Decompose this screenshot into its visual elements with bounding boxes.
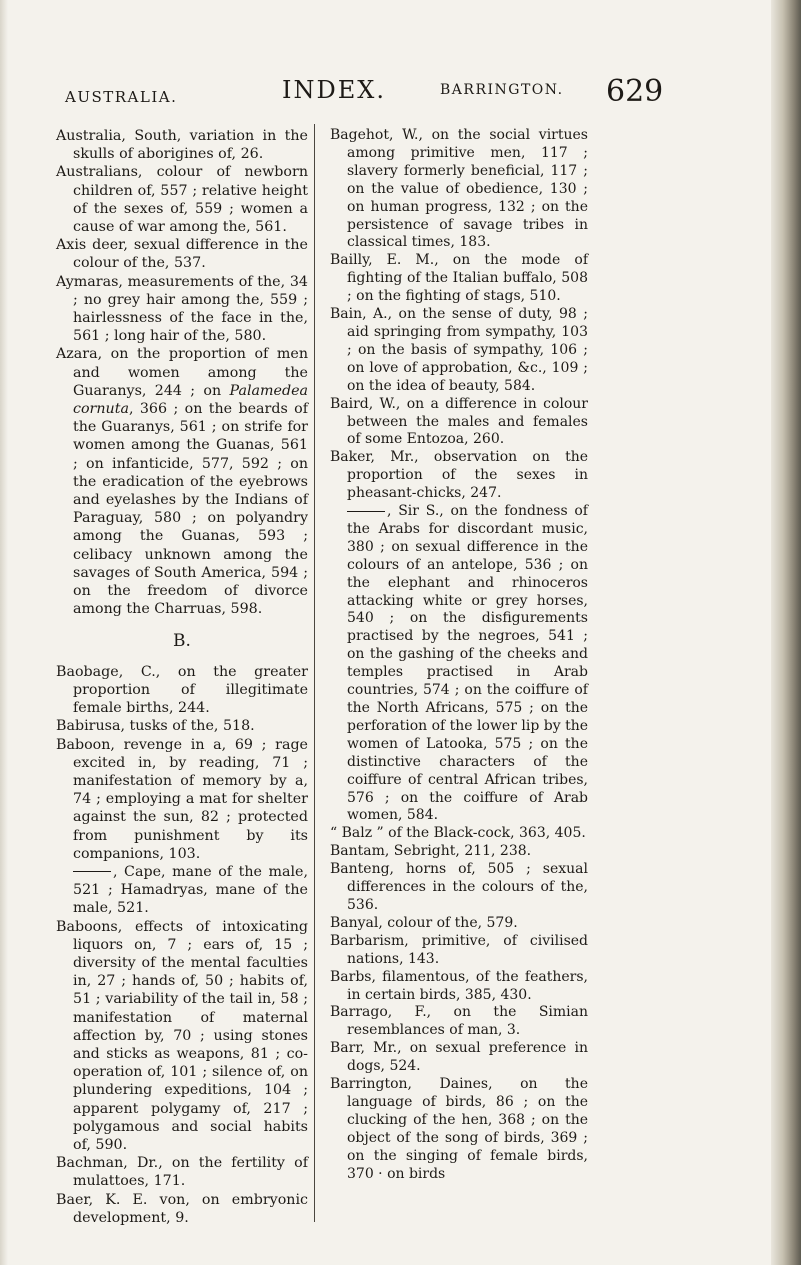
index-entry: Banteng, horns of, 505 ; sexual differences in the colours of the, 536. bbox=[330, 861, 588, 913]
left-column bbox=[56, 127, 308, 1227]
index-entry: Bantam, Sebright, 211, 238. bbox=[330, 843, 532, 860]
index-entry: Baer, K. E. von, on embryonic development, 9. bbox=[56, 1191, 308, 1226]
index-entry: Bailly, E. M., on the mode of fighting of the Italian buffalo, 508 ; on the fighting of stags, 510. bbox=[330, 252, 588, 305]
entry-text: , 366 ; on the beards of the Guaranys, 561 ; on strife for women among the Guanas, 561 ; on infanticide, 577, 592 ; on the eradication of the eyebrows and eyelashes by the Indians of Paraguay, 580 ; on polyandry among the Guanas, 593 ; celibacy unknown among the savages of South America, 594 ; on the freedom of divorce among the Charruas, 598. bbox=[73, 401, 308, 618]
entry-text: Azara, on the proportion of men and women among the Guaranys, 244 ; on bbox=[56, 346, 308, 399]
index-entry: Babirusa, tusks of the, 518. bbox=[56, 718, 255, 735]
ditto-dash bbox=[347, 511, 385, 512]
ditto-dash bbox=[73, 871, 111, 872]
index-entry: Baobage, C., on the greater proportion of illegitimate female births, 244. bbox=[56, 663, 308, 717]
header-right: BARRINGTON. bbox=[440, 82, 564, 98]
page-left-edge bbox=[0, 0, 8, 1265]
running-header bbox=[0, 74, 801, 114]
index-entry: Axis deer, sexual difference in the colour of the, 537. bbox=[56, 237, 308, 272]
index-entry: “ Balz ” of the Black-cock, 363, 405. bbox=[330, 825, 586, 842]
index-entry: Australians, colour of newborn children of, 557 ; relative height of the sexes of, 559 ; women a cause of war among the, 561. bbox=[56, 164, 308, 236]
index-entry: Barr, Mr., on sexual preference in dogs, 524. bbox=[330, 1040, 588, 1075]
page-number: 629 bbox=[606, 74, 664, 109]
header-title: INDEX. bbox=[282, 76, 386, 104]
index-entry: Barbs, filamentous, of the feathers, in certain birds, 385, 430. bbox=[330, 968, 588, 1003]
index-entry: Bachman, Dr., on the fertility of mulattoes, 171. bbox=[56, 1155, 308, 1190]
index-entry: Banyal, colour of the, 579. bbox=[330, 914, 518, 931]
index-entry: Baker, Mr., observation on the proportion of the sexes in pheasant-chicks, 247. bbox=[330, 449, 588, 502]
entry-text: , Cape, mane of the male, 521 ; Hamadryas, mane of the male, 521. bbox=[73, 863, 308, 917]
index-entry: Australia, South, variation in the skulls of aborigines of, 26. bbox=[56, 128, 308, 163]
index-entry: Baboons, effects of intoxicating liquors on, 7 ; ears of, 15 ; diversity of the mental faculties in, 27 ; hands of, 50 ; habits of, 51 ; variability of the tail in, 58 ; manifestation of maternal affection by, 70 ; using stones and sticks as weapons, 81 ; co-operation of, 101 ; silence of, on plundering expeditions, 104 ; apparent polygamy of, 217 ; polygamous and social habits of, 590. bbox=[56, 918, 308, 1153]
index-entry: Barbarism, primitive, of civilised nations, 143. bbox=[330, 932, 588, 967]
right-column bbox=[330, 127, 588, 1183]
index-entry: Bagehot, W., on the social virtues among primitive men, 117 ; slavery formerly beneficial, 117 ; on the value of obedience, 130 ; on human progress, 132 ; on the persistence of savage tribes in classical times, 183. bbox=[330, 127, 588, 251]
index-entry: Barrago, F., on the Simian resemblances of man, 3. bbox=[330, 1004, 588, 1039]
entry-text: , Sir S., on the fondness of the Arabs for discordant music, 380 ; on sexual difference in the colours of an antelope, 536 ; on the elephant and rhinoceros attacking white or grey horses, 540 ; on the disfigurements practised by the negroes, 541 ; on the gashing of the cheeks and temples practised in Arab countries, 574 ; on the coiffure of the North Africans, 575 ; on the perforation of the lower lip by the women of Latooka, 575 ; on the distinctive characters of the coiffure of central African tribes, 576 ; on the coiffure of Arab women, 584. bbox=[347, 503, 588, 824]
entry-italic-term: Palamedea cornuta bbox=[73, 382, 308, 418]
book-spine-shadow bbox=[771, 0, 801, 1265]
index-subentry bbox=[330, 503, 588, 825]
index-entry: Aymaras, measurements of the, 34 ; no grey hair among the, 559 ; hairlessness of the face in the, 561 ; long hair of the, 580. bbox=[56, 273, 308, 345]
header-left: AUSTRALIA. bbox=[65, 88, 178, 106]
index-entry: Barrington, Daines, on the language of birds, 86 ; on the clucking of the hen, 368 ; on the object of the song of birds, 369 ; on the singing of female birds, 370 · on birds bbox=[330, 1076, 588, 1182]
index-entry-azara bbox=[56, 345, 308, 618]
index-entry: Baboon, revenge in a, 69 ; rage excited in, by reading, 71 ; manifestation of memory by a, 74 ; employing a mat for shelter against the sun, 82 ; protected from punishment by its companions, 103. bbox=[56, 736, 308, 862]
index-entry: Baird, W., on a difference in colour between the males and females of some Entozoa, 260. bbox=[330, 395, 588, 448]
column-divider bbox=[314, 124, 315, 1222]
index-entry: Bain, A., on the sense of duty, 98 ; aid springing from sympathy, 103 ; on the basis of sympathy, 106 ; on love of approbation, &c., 109 ; on the idea of beauty, 584. bbox=[330, 306, 588, 394]
section-letter: B. bbox=[173, 631, 191, 652]
index-subentry bbox=[56, 863, 308, 918]
